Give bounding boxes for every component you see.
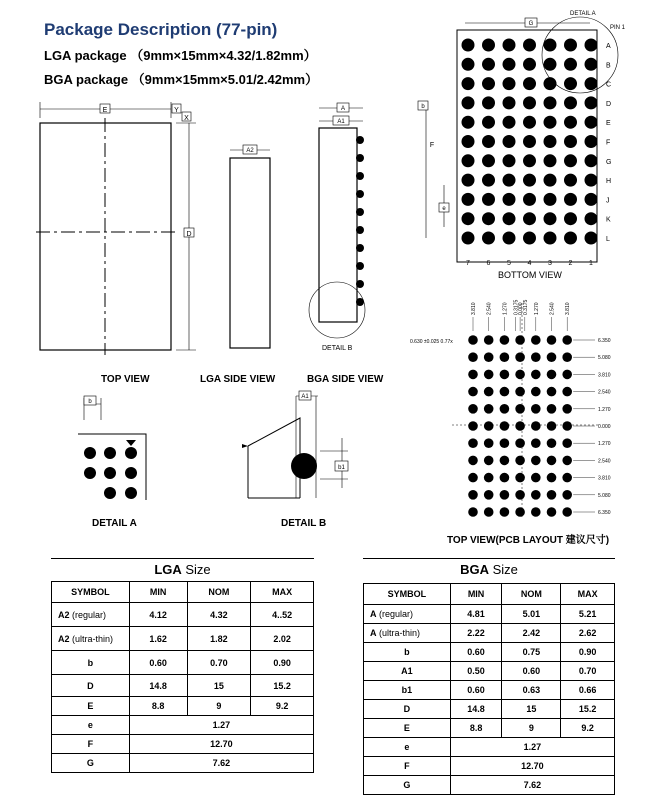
bottom-col-label: 7	[466, 260, 470, 267]
bottom-ball	[462, 232, 475, 245]
bottom-ball	[564, 232, 577, 245]
caption-pcb-layout: TOP VIEW(PCB LAYOUT 建议尺寸)	[447, 535, 610, 546]
bottom-ball	[503, 212, 516, 225]
pcb-pad	[562, 456, 572, 466]
bottom-ball	[482, 154, 495, 167]
bottom-ball	[462, 58, 475, 71]
pcb-pad	[468, 456, 478, 466]
bottom-col-label: 5	[507, 260, 511, 267]
bga-header-nom: NOM	[502, 584, 561, 605]
top-view-drawing	[36, 100, 206, 360]
pcb-pad	[515, 438, 525, 448]
pcb-pad	[500, 404, 510, 414]
bottom-ball	[564, 77, 577, 90]
bottom-ball	[503, 39, 516, 52]
pcb-pad	[468, 421, 478, 431]
bottom-ball	[544, 154, 557, 167]
pcb-pad	[515, 490, 525, 500]
caption-bottom-view: BOTTOM VIEW	[498, 270, 562, 280]
pcb-pad	[531, 387, 541, 397]
pcb-pad	[468, 387, 478, 397]
pcb-col-dim: 2.540	[549, 302, 556, 315]
pcb-pad	[468, 352, 478, 362]
bottom-ball	[482, 232, 495, 245]
bottom-ball	[462, 154, 475, 167]
bottom-ball	[585, 116, 598, 129]
pcb-row-dim: 6.350	[598, 510, 611, 516]
pcb-pad	[562, 404, 572, 414]
table-row: F 12.70	[364, 757, 615, 776]
pcb-row-dim: 0.000	[598, 424, 611, 430]
bottom-col-label: 2	[568, 260, 573, 267]
pcb-pad	[468, 370, 478, 380]
pcb-pad	[562, 490, 572, 500]
bottom-ball	[482, 116, 495, 129]
bottom-ball	[482, 135, 495, 148]
bottom-ball	[585, 135, 598, 148]
bottom-ball	[585, 154, 598, 167]
pcb-pad	[531, 490, 541, 500]
pcb-pad	[468, 490, 478, 500]
table-row: D 14.8 15 15.2	[52, 675, 314, 697]
pcb-pad	[531, 370, 541, 380]
pcb-pad	[484, 507, 494, 517]
bottom-row-label: E	[606, 120, 611, 128]
caption-lga-side-view: LGA SIDE VIEW	[200, 374, 276, 385]
bottom-ball	[482, 212, 495, 225]
pcb-pad	[562, 387, 572, 397]
bottom-ball	[482, 96, 495, 109]
bottom-row-label: L	[606, 236, 610, 243]
pcb-col-dim: 1.270	[533, 302, 540, 315]
dim-F: F	[429, 142, 435, 149]
bottom-col-label: 6	[486, 260, 491, 267]
pcb-pad	[515, 473, 525, 483]
pcb-layout-drawing	[410, 285, 666, 525]
dim-D: D	[186, 231, 192, 238]
bottom-row-label: J	[606, 197, 610, 205]
bottom-ball	[523, 39, 536, 52]
page-title: Package Description (77-pin)	[44, 20, 278, 39]
pcb-row-dim: 1.270	[598, 441, 611, 448]
bottom-ball	[544, 96, 557, 109]
pcb-row-dim: 5.080	[598, 492, 611, 499]
pcb-pad	[500, 387, 510, 397]
pcb-pad	[547, 421, 557, 431]
bottom-ball	[503, 193, 516, 206]
pcb-pad	[531, 404, 541, 414]
bottom-ball	[482, 174, 495, 187]
pcb-pad	[515, 421, 525, 431]
pcb-pad	[547, 456, 557, 466]
bottom-ball	[503, 77, 516, 90]
pcb-pad	[500, 370, 510, 380]
bottom-ball	[503, 116, 516, 129]
bottom-ball	[462, 96, 475, 109]
bga-header-symbol: SYMBOL	[364, 584, 451, 605]
pcb-pad	[562, 507, 572, 517]
pcb-row-dim: 6.350	[598, 338, 611, 344]
lga-header-nom: NOM	[187, 582, 251, 603]
pcb-row-dim: 5.080	[598, 355, 611, 362]
pcb-pad	[531, 507, 541, 517]
bottom-ball	[523, 212, 536, 225]
bottom-ball	[482, 77, 495, 90]
lga-header-symbol: SYMBOL	[52, 582, 130, 603]
bottom-ball	[564, 193, 577, 206]
bottom-ball	[564, 212, 577, 225]
pcb-row-dim: 2.540	[598, 458, 611, 465]
bottom-ball	[564, 174, 577, 187]
pin1-label: PIN 1	[610, 25, 626, 31]
bottom-col-label: 1	[589, 260, 593, 267]
bottom-ball	[544, 116, 557, 129]
caption-top-view: TOP VIEW	[101, 374, 150, 385]
table-row: E 8.8 9 9.2	[52, 697, 314, 716]
bottom-ball	[544, 135, 557, 148]
pcb-col-dim: 1.270	[502, 302, 509, 315]
bga-package-line: BGA package （9mm×15mm×5.01/2.42mm）	[44, 72, 319, 87]
bottom-ball	[523, 116, 536, 129]
table-row: A1 0.50 0.60 0.70	[364, 662, 615, 681]
lga-table-title: LGA Size	[154, 562, 211, 577]
bottom-ball	[503, 96, 516, 109]
pcb-pad	[468, 438, 478, 448]
table-row: A (regular) 4.81 5.01 5.21	[364, 605, 615, 624]
pcb-pad	[484, 438, 494, 448]
bottom-ball	[564, 154, 577, 167]
bottom-ball	[503, 232, 516, 245]
lga-header-max: MAX	[251, 582, 314, 603]
pcb-pad	[547, 438, 557, 448]
table-row: A (ultra-thin) 2.22 2.42 2.62	[364, 624, 615, 643]
dim-G: G	[528, 21, 534, 27]
pcb-pad	[515, 370, 525, 380]
pcb-pad	[531, 421, 541, 431]
pcb-col-dim: 2.540	[486, 302, 493, 315]
pcb-pad	[547, 473, 557, 483]
bottom-ball	[523, 58, 536, 71]
pcb-pad	[515, 404, 525, 414]
pcb-pad	[531, 473, 541, 483]
bottom-row-label: H	[606, 178, 612, 186]
pcb-pad	[562, 473, 572, 483]
pcb-pad	[500, 456, 510, 466]
bottom-ball	[544, 58, 557, 71]
bottom-ball	[585, 212, 598, 225]
table-row: G 7.62	[52, 754, 314, 773]
detail-b-callout: DETAIL B	[322, 345, 353, 352]
bottom-ball	[462, 77, 475, 90]
bga-header-min: MIN	[450, 584, 502, 605]
bottom-col-label: 3	[548, 260, 552, 267]
bottom-ball	[482, 39, 495, 52]
bga-size-table	[363, 583, 615, 795]
caption-bga-side-view: BGA SIDE VIEW	[307, 374, 384, 385]
bottom-view-drawing	[410, 5, 666, 283]
pcb-pad	[500, 335, 510, 345]
pcb-pad	[500, 352, 510, 362]
pcb-pad	[531, 438, 541, 448]
bottom-row-label: D	[606, 100, 612, 108]
bottom-ball	[482, 58, 495, 71]
dim-e: e	[442, 206, 446, 212]
bottom-ball	[585, 174, 598, 187]
caption-detail-b: DETAIL B	[281, 518, 327, 529]
pcb-pad	[484, 456, 494, 466]
bottom-ball	[523, 154, 536, 167]
dim-Y: Y	[174, 107, 179, 114]
dim-A1-detail: A1	[301, 394, 309, 400]
bottom-row-label: A	[606, 43, 611, 50]
bottom-ball	[503, 135, 516, 148]
pcb-pad	[515, 352, 525, 362]
pcb-row-dim: 1.270	[598, 406, 611, 413]
bottom-ball	[523, 193, 536, 206]
dim-E: E	[102, 107, 108, 114]
pcb-pad	[515, 456, 525, 466]
bottom-row-label: K	[606, 216, 611, 224]
table-row: b 0.60 0.75 0.90	[364, 643, 615, 662]
bottom-ball	[523, 135, 536, 148]
bottom-ball	[503, 174, 516, 187]
detail-a-label: DETAIL A	[570, 11, 596, 17]
bottom-ball	[503, 154, 516, 167]
table-row: D 14.8 15 15.2	[364, 700, 615, 719]
bottom-ball	[585, 77, 598, 90]
bottom-row-label: B	[606, 62, 611, 70]
bottom-ball	[585, 39, 598, 52]
table-row: b1 0.60 0.63 0.66	[364, 681, 615, 700]
pcb-pad	[515, 507, 525, 517]
bottom-ball	[462, 193, 475, 206]
bottom-ball	[523, 174, 536, 187]
pcb-pad	[547, 404, 557, 414]
bottom-ball	[462, 212, 475, 225]
caption-detail-a: DETAIL A	[92, 518, 137, 529]
pcb-col-dim: 3.810	[565, 302, 572, 315]
pcb-col-dim: 0.3175	[513, 299, 520, 315]
pcb-pad	[547, 490, 557, 500]
pcb-row-dim: 3.810	[598, 475, 611, 482]
bottom-ball	[564, 135, 577, 148]
bottom-ball	[544, 174, 557, 187]
pcb-pad	[562, 352, 572, 362]
pcb-pad	[562, 438, 572, 448]
detail-a-drawing	[70, 390, 150, 505]
bottom-ball	[585, 232, 598, 245]
pcb-pad	[500, 473, 510, 483]
lga-header-min: MIN	[129, 582, 187, 603]
pcb-pad	[547, 370, 557, 380]
pcb-pad	[500, 421, 510, 431]
dim-A: A	[340, 106, 346, 112]
pcb-pad	[562, 421, 572, 431]
detail-b-drawing	[238, 388, 358, 503]
bottom-ball	[462, 39, 475, 52]
bottom-ball	[564, 58, 577, 71]
bottom-row-label: F	[606, 139, 611, 147]
bga-side-view-drawing	[305, 102, 375, 357]
pcb-pad	[468, 473, 478, 483]
bottom-ball	[564, 116, 577, 129]
lga-side-view-drawing	[225, 142, 275, 352]
bottom-ball	[503, 58, 516, 71]
pcb-pad	[468, 507, 478, 517]
bottom-ball	[523, 77, 536, 90]
dim-X: X	[184, 115, 189, 122]
pcb-pad	[531, 456, 541, 466]
pcb-pad	[468, 404, 478, 414]
bottom-ball	[462, 174, 475, 187]
pcb-pad	[547, 507, 557, 517]
bottom-row-label: C	[606, 81, 612, 89]
bottom-ball	[544, 193, 557, 206]
bottom-ball	[585, 193, 598, 206]
bottom-ball	[564, 96, 577, 109]
table-row: G 7.62	[364, 776, 615, 795]
pcb-pad	[484, 490, 494, 500]
bga-table-title: BGA Size	[460, 562, 518, 577]
table-row: A2 (ultra-thin) 1.62 1.82 2.02	[52, 627, 314, 651]
pcb-pad-grid	[468, 335, 572, 517]
dim-A1: A1	[337, 119, 345, 125]
bottom-row-label: G	[606, 158, 612, 166]
dim-b-bottom: b	[421, 104, 425, 110]
table-row: b 0.60 0.70 0.90	[52, 651, 314, 675]
bga-header-max: MAX	[561, 584, 615, 605]
pcb-col-dim: 0.000	[518, 302, 525, 315]
bottom-ball	[544, 212, 557, 225]
pcb-pad	[484, 370, 494, 380]
table-row: F 12.70	[52, 735, 314, 754]
pcb-col-dim: 3.810	[471, 302, 477, 315]
pcb-pad-note: 0.630 ±0.025 0.77x	[410, 339, 453, 345]
pcb-pad	[484, 404, 494, 414]
pcb-row-dim: 2.540	[598, 389, 611, 396]
bottom-ball	[523, 232, 536, 245]
pcb-pad	[515, 387, 525, 397]
table-row: E 8.8 9 9.2	[364, 719, 615, 738]
bottom-ball	[462, 116, 475, 129]
bottom-ball	[462, 135, 475, 148]
pcb-pad	[562, 370, 572, 380]
pcb-pad	[531, 335, 541, 345]
pcb-pad	[484, 421, 494, 431]
pcb-pad	[500, 490, 510, 500]
pcb-pad	[547, 387, 557, 397]
pcb-pad	[531, 352, 541, 362]
bottom-ball	[544, 39, 557, 52]
table-row: e 1.27	[364, 738, 615, 757]
pcb-pad	[484, 387, 494, 397]
dim-b: b	[88, 399, 92, 405]
pcb-pad	[562, 335, 572, 345]
pcb-pad	[500, 507, 510, 517]
pcb-pad	[484, 335, 494, 345]
dim-A2: A2	[246, 148, 254, 154]
bottom-col-label: 4	[527, 260, 532, 267]
bottom-ball	[523, 96, 536, 109]
pcb-pad	[547, 352, 557, 362]
bottom-ball	[482, 193, 495, 206]
dim-b1: b1	[338, 465, 345, 471]
bottom-ball	[585, 96, 598, 109]
pcb-pad	[547, 335, 557, 345]
lga-size-table	[51, 581, 314, 773]
pcb-pad	[468, 335, 478, 345]
pcb-pad	[515, 335, 525, 345]
pcb-row-dim: 3.810	[598, 372, 611, 379]
pcb-col-dim: 0.3175	[522, 299, 529, 315]
table-row: A2 (regular) 4.12 4.32 4..52	[52, 603, 314, 627]
pcb-pad	[484, 473, 494, 483]
bottom-ball	[544, 232, 557, 245]
bottom-ball	[564, 39, 577, 52]
bottom-ball	[585, 58, 598, 71]
pcb-pad	[500, 438, 510, 448]
pcb-pad	[484, 352, 494, 362]
table-row: e 1.27	[52, 716, 314, 735]
lga-package-line: LGA package （9mm×15mm×4.32/1.82mm）	[44, 48, 317, 63]
